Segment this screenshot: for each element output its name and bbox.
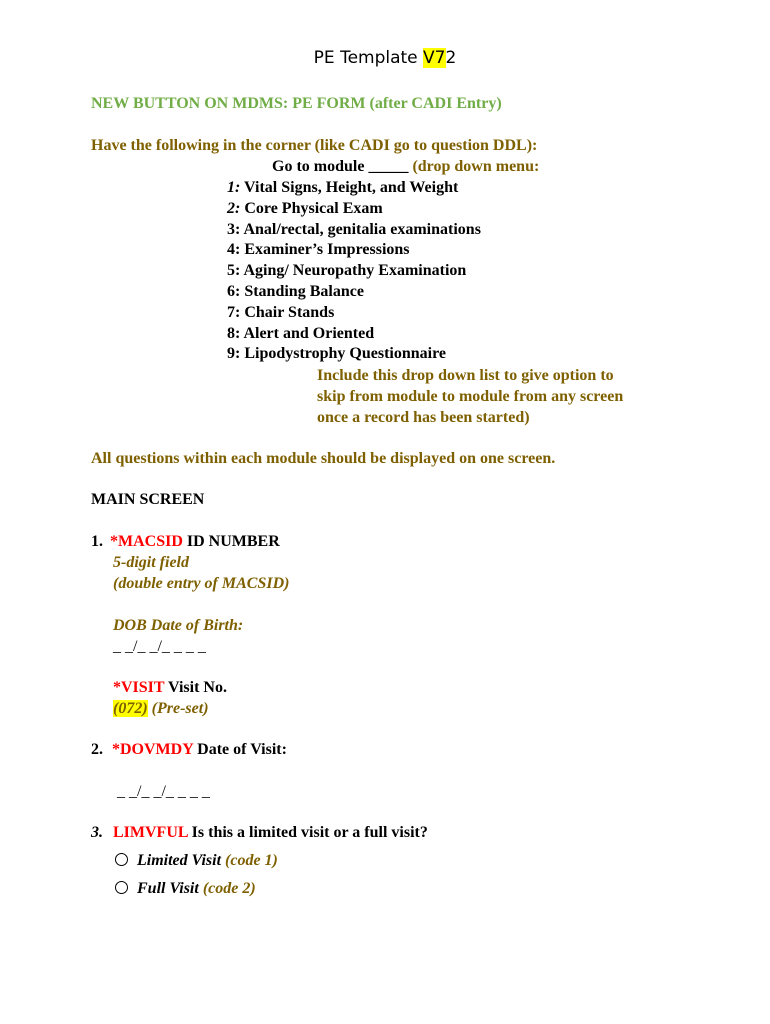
- visit-value: (072): [113, 700, 148, 717]
- title-suffix: 2: [445, 48, 457, 68]
- main-screen-heading: MAIN SCREEN: [91, 491, 205, 508]
- module-number: 1:: [227, 179, 241, 196]
- goto-module-line: [272, 157, 539, 177]
- visit-line: [113, 678, 227, 698]
- q1-note-1: 5-digit field: [113, 554, 189, 571]
- include-note-1: Include this drop down list to give option to: [317, 367, 614, 384]
- module-number: 3:: [227, 220, 241, 238]
- q2-label: Date of Visit:: [193, 741, 287, 758]
- module-item: [227, 324, 374, 344]
- question-2: [91, 740, 287, 760]
- module-label: Chair Stands: [240, 303, 335, 321]
- question-1: [91, 532, 280, 552]
- q2-variable: *DOVMDY: [112, 741, 194, 758]
- green-heading: NEW BUTTON ON MDMS: PE FORM (after CADI Entry): [91, 95, 502, 112]
- dob-blank: _ _/_ _/_ _ _ _: [113, 638, 206, 655]
- q3-number: 3.: [91, 824, 103, 841]
- option-label: Full Visit: [137, 880, 199, 897]
- title-text: PE Template: [313, 48, 424, 68]
- module-item: [227, 178, 458, 198]
- module-item: [227, 344, 446, 364]
- module-item: [227, 282, 364, 302]
- option-code: (code 2): [198, 880, 256, 897]
- visit-label: Visit No.: [164, 679, 227, 696]
- q2-number: 2.: [91, 741, 103, 758]
- q1-number: 1.: [91, 533, 103, 550]
- corner-note: Have the following in the corner (like CADI go to question DDL):: [91, 137, 538, 154]
- q1-label: ID NUMBER: [182, 533, 280, 550]
- visit-date-blank: _ _/_ _/_ _ _ _: [117, 783, 210, 800]
- visit-note: (Pre-set): [147, 700, 209, 717]
- dob-label: DOB Date of Birth:: [113, 617, 244, 634]
- module-number: 4:: [227, 241, 241, 259]
- option-limited-visit[interactable]: [115, 851, 278, 871]
- option-full-visit[interactable]: [115, 879, 256, 899]
- module-item: [227, 240, 410, 260]
- module-label: Alert and Oriented: [240, 324, 375, 342]
- option-code: (code 1): [221, 852, 278, 869]
- module-number: 5:: [227, 262, 241, 280]
- module-label: Anal/rectal, genitalia examinations: [240, 220, 481, 238]
- visit-value-line: [113, 699, 209, 719]
- module-label: Lipodystrophy Questionnaire: [240, 345, 447, 363]
- goto-label: Go to module _____: [272, 158, 413, 175]
- module-label: Aging/ Neuropathy Examination: [240, 262, 467, 280]
- visit-variable: *VISIT: [113, 679, 165, 696]
- module-number: 2:: [227, 199, 241, 217]
- module-label: Core Physical Exam: [240, 199, 383, 217]
- module-item: [227, 303, 334, 323]
- module-number: 7:: [227, 303, 241, 321]
- include-note-3: once a record has been started): [317, 409, 530, 426]
- goto-menu-note: (drop down menu:: [412, 158, 540, 175]
- radio-icon[interactable]: [115, 881, 128, 894]
- q1-variable: *MACSID: [110, 533, 183, 550]
- all-questions-note: All questions within each module should be displayed on one screen.: [91, 450, 556, 467]
- module-number: 9:: [227, 345, 241, 363]
- module-item: [227, 199, 383, 219]
- module-number: 8:: [227, 324, 241, 342]
- question-3: [91, 823, 428, 843]
- q1-note-2: (double entry of MACSID): [113, 575, 290, 592]
- module-label: Standing Balance: [240, 283, 364, 300]
- q3-label: Is this a limited visit or a full visit?: [187, 824, 428, 841]
- module-item: [227, 261, 466, 281]
- module-number: 6:: [227, 283, 241, 300]
- option-label: Limited Visit: [137, 852, 222, 869]
- page-title: [0, 48, 770, 68]
- title-highlight: V7: [423, 48, 446, 68]
- q3-variable: LIMVFUL: [113, 824, 188, 841]
- radio-icon[interactable]: [115, 853, 128, 866]
- module-item: [227, 220, 481, 240]
- include-note-2: skip from module to module from any screen: [317, 388, 624, 405]
- module-label: Examiner’s Impressions: [240, 241, 410, 259]
- module-label: Vital Signs, Height, and Weight: [240, 179, 459, 196]
